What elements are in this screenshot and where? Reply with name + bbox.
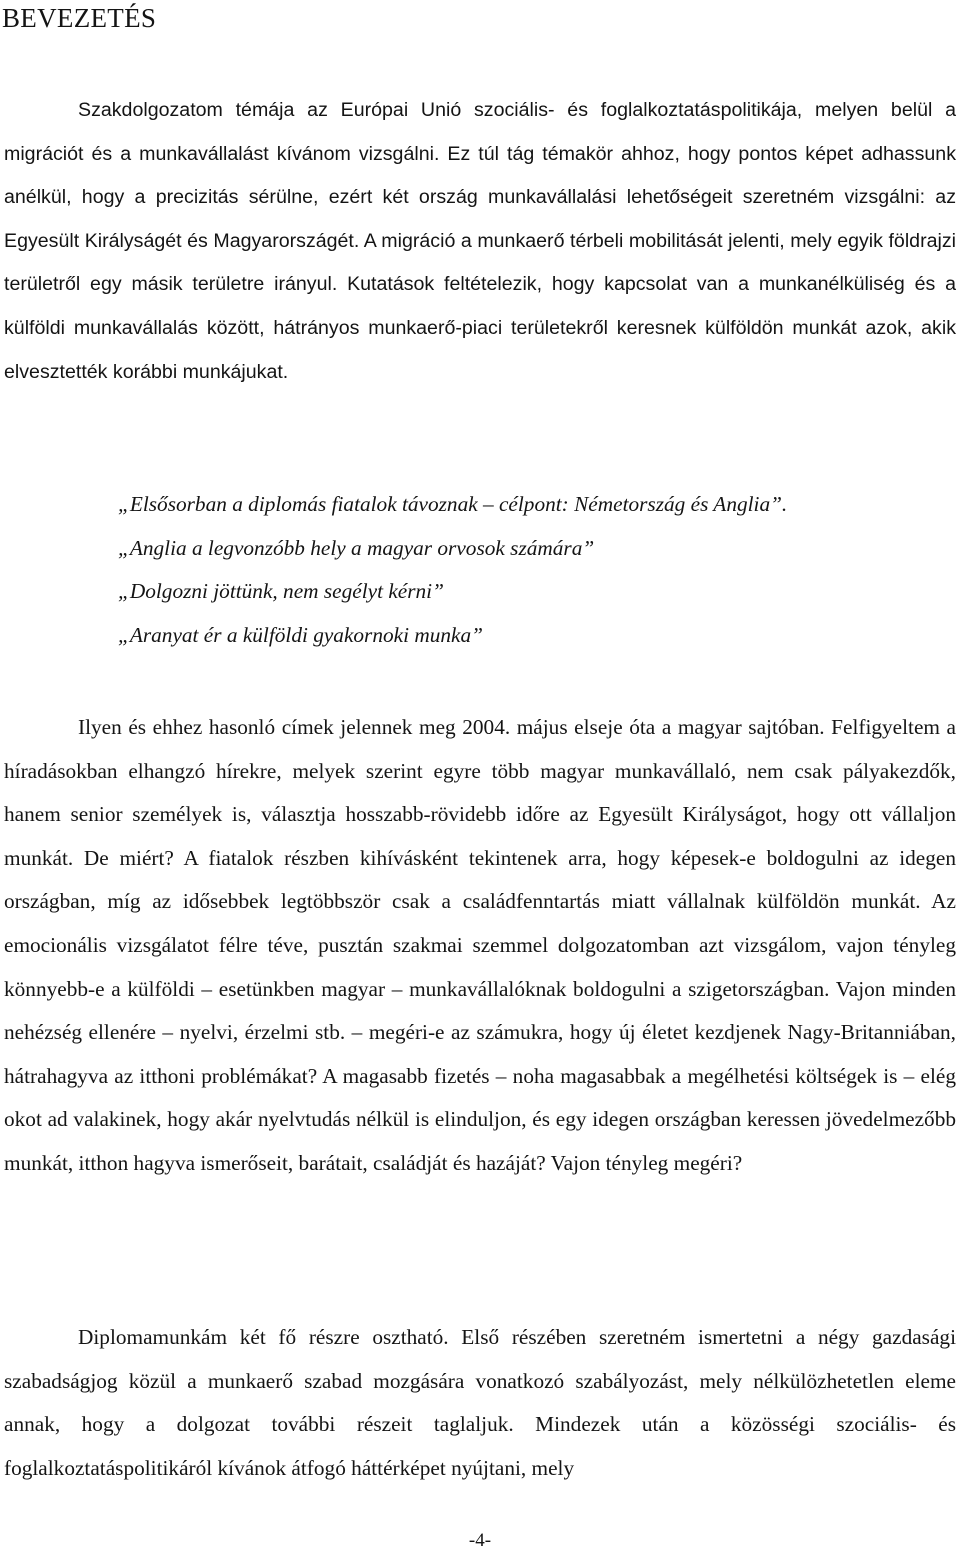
intro-paragraph: Szakdolgozatom témája az Európai Unió szociális- és foglalkoztatáspolitikája, melyen belül a migrációt és a munkavállalást kívánom vizsgálni. Ez túl tág témakör ahhoz, hogy pontos képet adhassunk anélkül, hogy a precizitás sérülne, ezért két ország munkavállalási lehetőségeit szeretném vizsgálni: az Egyesült Királyságét és Magyarországét. A migráció a munkaerő térbeli mobilitását jelenti, mely egyik földrajzi területről egy másik területre irányul. Kutatások feltételezik, hogy kapcsolat van a munkanélküliség és a külföldi munkavállalás között, hátrányos munkaerő-piaci területekről keresnek külföldön munkát azok, akik elvesztették korábbi munkájukat. <box>4 99 956 383</box>
headline-quotes-list <box>118 483 787 657</box>
section-heading: BEVEZETÉS <box>2 3 157 33</box>
headline-quote: „Aranyat ér a külföldi gyakornoki munka” <box>118 622 483 647</box>
headline-quote: „Elsősorban a diplomás fiatalok távoznak – célpont: Németország és Anglia”. <box>118 492 788 516</box>
headline-quote: „Anglia a legvonzóbb hely a magyar orvosok számára” <box>118 535 595 560</box>
headline-quote: „Dolgozni jöttünk, nem segélyt kérni” <box>118 579 444 603</box>
structure-paragraph: Diplomamunkám két fő részre osztható. Első részében szeretném ismertetni a négy gazdasági szabadságjog közül a munkaerő szabad mozgására vonatkozó szabályozást, mely nélkülözhetetlen eleme annak, hogy a dolgozat további részeit taglaljuk. Mindezek után a közösségi szociális- és foglalkoztatáspolitikáról kívánok átfogó háttérképet nyújtani, mely <box>4 1325 956 1480</box>
page-number: -4- <box>468 1530 492 1551</box>
motivation-paragraph: Ilyen és ehhez hasonló címek jelennek meg 2004. május elseje óta a magyar sajtóban. Felfigyeltem a híradásokban elhangzó hírekre, melyek szerint egyre több magyar munkavállaló, nem csak pályakezdők, hanem senior személyek is, választja hosszabb-rövidebb időre az Egyesült Királyságot, hogy ott vállaljon munkát. De miért? A fiatalok részben kihívásként tekintenek arra, hogy képesek-e boldogulni az idegen országban, míg az idősebbek legtöbbször csak a családfenntartás miatt vállalnak külföldön munkát. Az emocionális vizsgálatot félre téve, pusztán szakmai szemmel dolgozatomban azt vizsgálom, vajon tényleg könnyebb-e a külföldi – esetünkben magyar – munkavállalóknak boldogulni a szigetországban. Vajon minden nehézség ellenére – nyelvi, érzelmi stb. – megéri-e az számukra, hogy új életet kezdjenek Nagy-Britanniában, hátrahagyva az itthoni problémákat? A magasabb fizetés – noha magasabbak a megélhetési költségek is – elég okot ad valakinek, hogy akár nyelvtudás nélkül is elinduljon, és egy idegen országban keressen jövedelmezőbb munkát, itthon hagyva ismerőseit, barátait, családját és hazáját? Vajon tényleg megéri? <box>4 715 956 1175</box>
